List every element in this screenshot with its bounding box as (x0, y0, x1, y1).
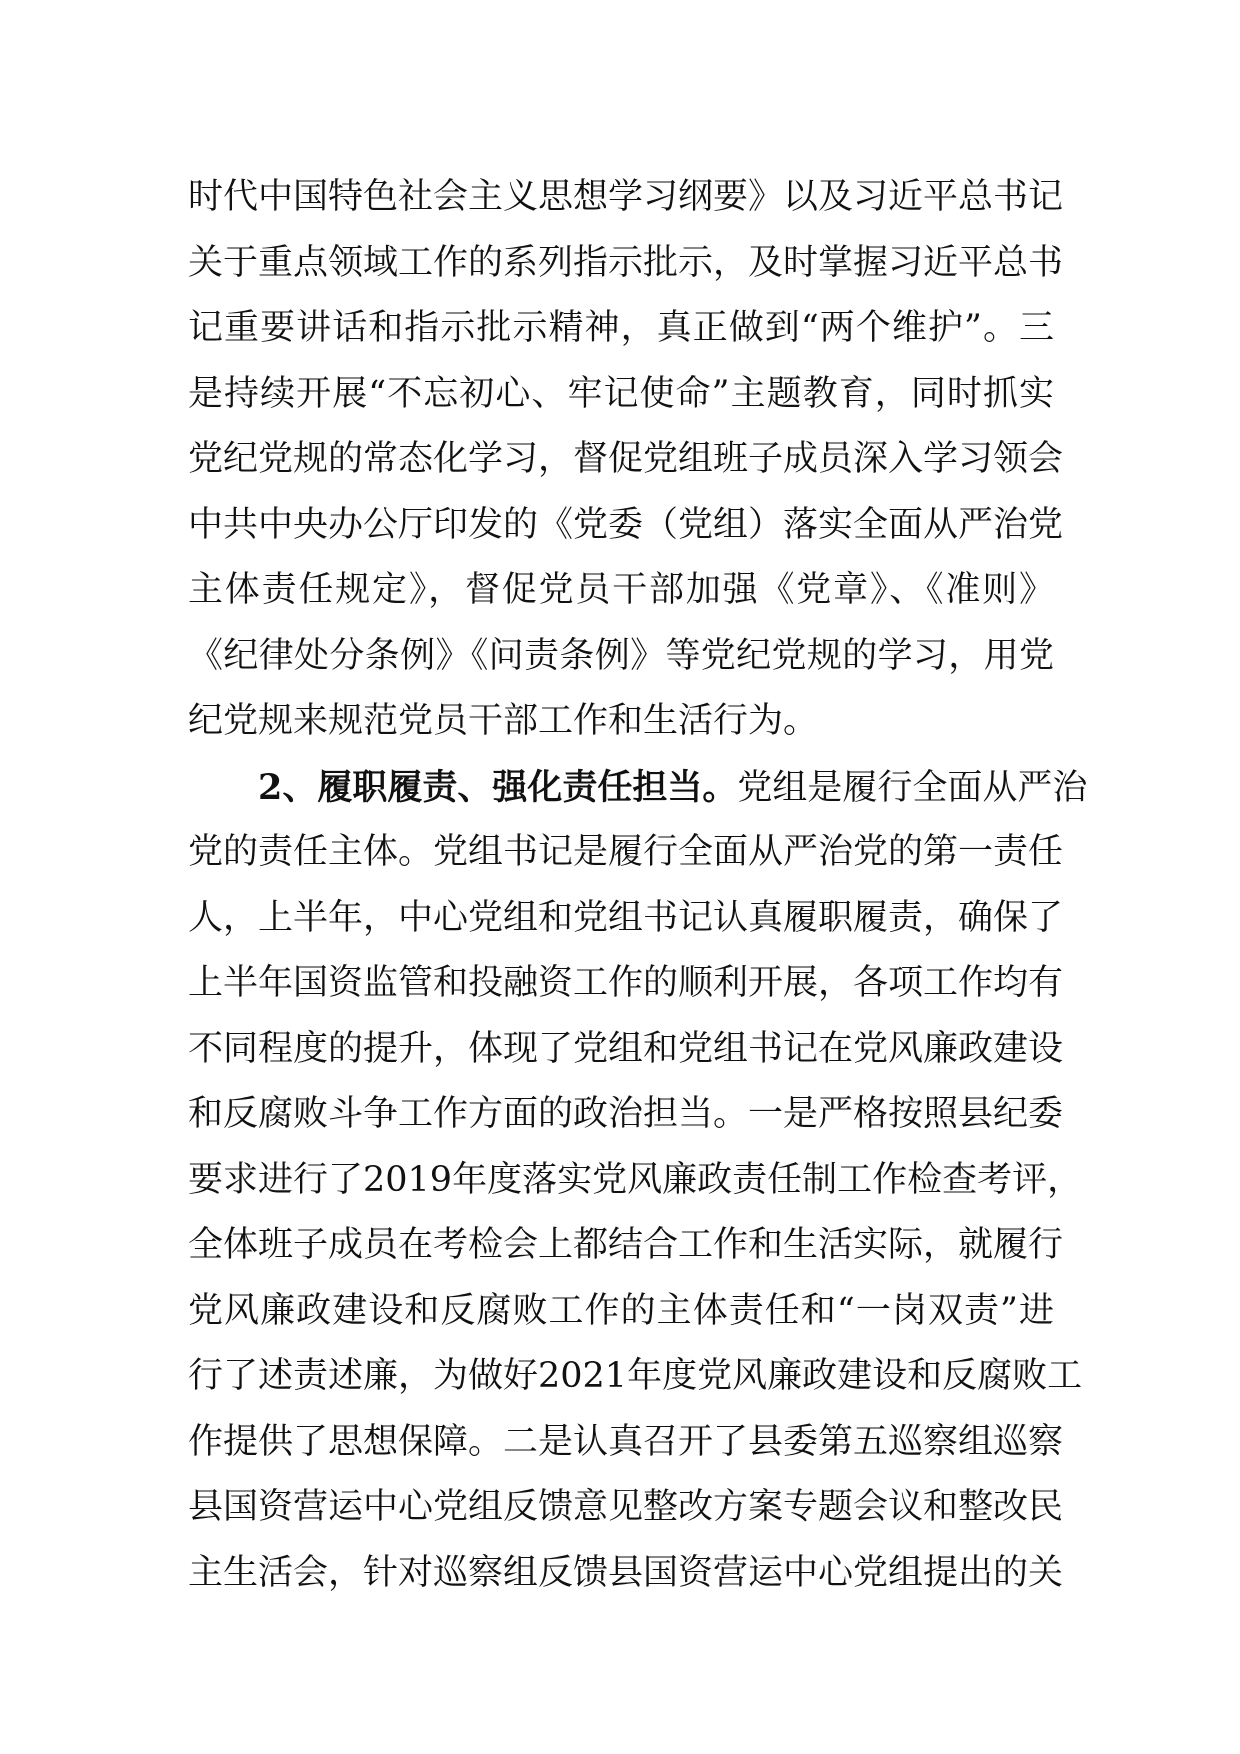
text-line: 主生活会，针对巡察组反馈县国资营运中心党组提出的关 (188, 1552, 1064, 1593)
text-line: 上半年国资监管和投融资工作的顺利开展，各项工作均有 (188, 963, 1064, 1003)
text-line: 党风廉政建设和反腐败工作的主体责任和“一岗双责”进 (188, 1290, 1054, 1331)
text-line: 县国资营运中心党组反馈意见整改方案专题会议和整改民 (188, 1487, 1064, 1527)
text-line: 全体班子成员在考检会上都结合工作和生活实际，就履行 (188, 1225, 1064, 1265)
text-line: 行了述责述廉，为做好2021年度党风廉政建设和反腐败工 (188, 1356, 1083, 1396)
paragraph-first-line (188, 755, 1088, 821)
text-line: 要求进行了2019年度落实党风廉政责任制工作检查考评， (188, 1159, 1083, 1200)
text-line: 作提供了思想保障。二是认真召开了县委第五巡察组巡察 (188, 1421, 1064, 1462)
text-line: 党纪党规的常态化学习，督促党组班子成员深入学习领会 (188, 439, 1064, 479)
text-line: 时代中国特色社会主义思想学习纲要》以及习近平总书记 (188, 177, 1064, 217)
document-page (188, 165, 1088, 1606)
text-line: 人，上半年，中心党组和党组书记认真履职履责，确保了 (188, 897, 1064, 938)
paragraph-2 (188, 755, 1088, 1607)
text-line: 和反腐败斗争工作方面的政治担当。一是严格按照县纪委 (188, 1094, 1064, 1134)
heading-line-text: 党组是履行全面从严治 (737, 767, 1088, 808)
text-line: 记重要讲话和指示批示精神，真正做到“两个维护”。三 (188, 308, 1054, 348)
text-line: 主体责任规定》，督促党员干部加强《党章》、《准则》 (188, 570, 1054, 610)
paragraph-1 (188, 165, 1064, 755)
text-line: 《纪律处分条例》《问责条例》等党纪党规的学习，用党 (188, 635, 1054, 676)
text-line: 关于重点领域工作的系列指示批示，及时掌握习近平总书 (188, 242, 1064, 283)
text-line: 中共中央办公厅印发的《党委（党组）落实全面从严治党 (188, 504, 1064, 545)
text-line: 是持续开展“不忘初心、牢记使命”主题教育，同时抓实 (188, 373, 1054, 414)
section-heading: 2、履职履责、强化责任担当。 (258, 766, 738, 808)
text-line: 党的责任主体。党组书记是履行全面从严治党的第一责任 (188, 832, 1064, 872)
text-line: 不同程度的提升，体现了党组和党组书记在党风廉政建设 (188, 1028, 1064, 1069)
text-line: 纪党规来规范党员干部工作和生活行为。 (188, 701, 819, 741)
